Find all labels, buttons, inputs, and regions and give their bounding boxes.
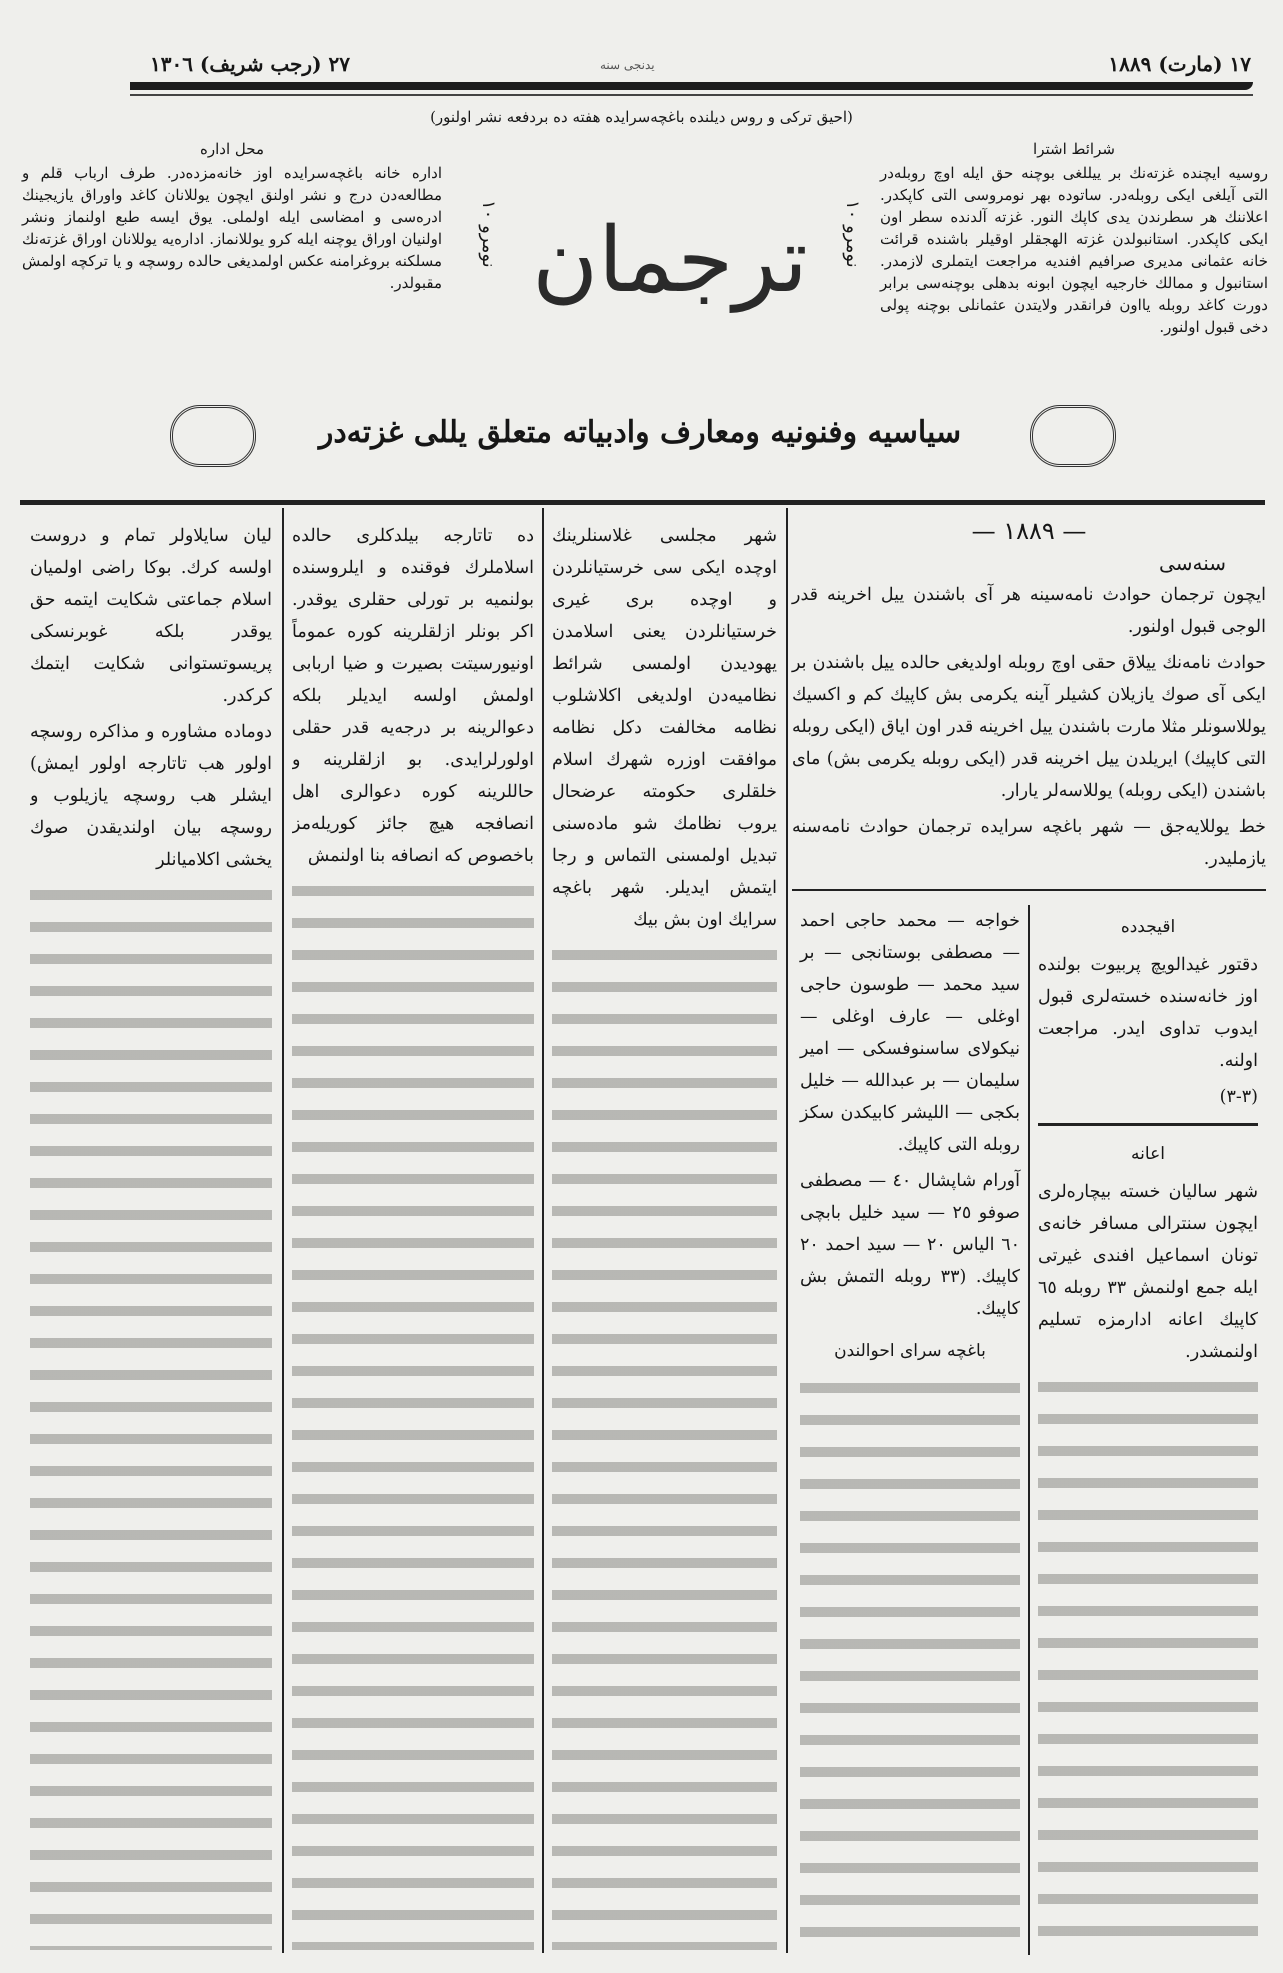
subscription-notice-1889 bbox=[792, 515, 1266, 879]
notice-paragraph: ايچون ترجمان حوادث نامه‌سينه هر آى باشندن ييل اخرينه قدر الوجى قبول اولنور. bbox=[792, 585, 1266, 637]
column-divider bbox=[786, 508, 788, 1953]
text-block bbox=[552, 940, 777, 1950]
donors-text: خواجه — محمد حاجى احمد — مصطفى بوستانجى — بر سيد محمد — طوسون حاجى اوغلى — عارف اوغلى — نيكولاى ساسنوفسكى — امير سليمان — بر عبدالله — خليل بكجى — الليشر كابيكدن سكز روبله التى كاپيك. bbox=[800, 911, 1020, 1155]
text-block bbox=[800, 1373, 1020, 1955]
right-subcolumns bbox=[792, 905, 1266, 1955]
flourish-ornament-left bbox=[170, 405, 256, 467]
subscription-text: روسيه ايچنده غزته‌نك بر ييللغى بوچنه حق ايله اوچ روبله‌در التى آيلغى ايكى روبله‌در. ساتوده بهر نومروسى التى كاپكدر. اعلاننك هر سطرندن يدى كاپك النور. غزته آلدنده سطر اون ايكى كاپكدر. استانبولدن غزته الهجقلر اوقيلر باشنده قرائت خانه عثمانى مديرى صرافيم افنديه مراجعت ايتملرى لازمدر. استانبول و ممالك خارجيه ايچون ابونه بدهلى بوچنه‌سى برابر دورت كاغد روبله يااون فرانقدر ولايتدن عثمانلى بوچنه پولى دخى قبول اولنور. bbox=[880, 164, 1268, 336]
text-block bbox=[30, 880, 272, 1950]
issue-number-right: نومرو ١٠ bbox=[842, 200, 863, 268]
article-text: شهر مجلسى غلاسنلرينك اوچده ايكى سى خرستيانلردن و اوچده برى غيرى خرستيانلردن يعنى اسلامدن يهوديدن اولمسى شرائط نظاميه‌دن اولديغى اكلاشلوب نظامه مخالفت دكل نظامه موافقت اوزره شهرك اسلام خلقلرى حكومته عرضحال يروب نظامك شو ماده‌سنى تبديل اولمسنى التماس و رجا ايتمش ايديلر. شهر باغچه سرايك اون بش بيك bbox=[552, 526, 777, 930]
doctor-ad-title: اقيجدده bbox=[1120, 917, 1176, 937]
date-gregorian: ١٧ (مارت) ١٨٨٩ bbox=[1108, 52, 1251, 76]
subscription-terms bbox=[880, 140, 1268, 338]
donors-list bbox=[792, 905, 1028, 1955]
ads-column bbox=[1028, 905, 1266, 1955]
subscription-title: شرائط اشترا bbox=[1033, 140, 1115, 158]
donation-title: اعانه bbox=[1131, 1144, 1165, 1164]
doctor-ad-ref: (٣-٣) bbox=[1219, 1087, 1258, 1107]
text-block bbox=[1038, 1372, 1258, 1955]
column-divider bbox=[282, 508, 284, 1953]
publication-tagline: (احيق تركى و روس ديلنده باغچه‌سرايده هفته ده بردفعه نشر اولنور) bbox=[430, 108, 853, 126]
administration-text: اداره خانه باغچه‌سرايده اوز خانه‌مزده‌در. طرف ارباب قلم و مطالعه‌دن درج و نشر اولنق ايچون يوللانان كاغد واوراق يازيجينك ادره‌سى و امضاسى ايله اولملى. يوق ايسه طبع اولنماز ونشر اولنيان اوراق يوچنه ايله كرو يوللانماز. اداره‌يه يوللانان اوراق غزته‌نك مسلكنه بروغرامنه عكس اولمديغى حالده روسچه و يا تركچه اولمش مقبولدر. bbox=[22, 164, 442, 292]
header-rule-thin bbox=[130, 94, 1253, 96]
right-column-area bbox=[792, 515, 1266, 1955]
donation-text: شهر ساليان خسته بيچاره‌لرى ايچون سنترالى مسافر خانه‌ى تونان اسماعيل افندى غيرتى ايله جمع اولنمش ٣٣ روبله ٦٥ كاپيك اعانه ادارمزه تسليم اولنمشدر. bbox=[1038, 1182, 1258, 1362]
text-block bbox=[292, 876, 534, 1950]
header-rule bbox=[130, 82, 1253, 90]
notice-paragraph: حوادث نامه‌نك ييلاق حقى اوچ روبله اولديغى حالده ييل باشندن بر ايكى آى صوك يازيلان كشيلر آينه يكرمى بش كاپيك كم و اكسيك يوللاسونلر مثلا مارت باشندن ييل اخرينه قدر اون اياق (ايكى روبله التى كاپيك) ايريلدن ييل اخرينه قدر (ايكى روبله يكرمى بش) ماى باشندن (ايكى روبله) يوللاسه‌لر يارار. bbox=[792, 653, 1266, 801]
column-divider bbox=[542, 508, 544, 1953]
article-column-1 bbox=[30, 520, 272, 1950]
year-label: يدنجى سنه bbox=[600, 58, 655, 72]
article-text: ده تاتارجه بيلدكلرى حالده اسلاملرك فوقنده و ايلروسنده بولنميه بر تورلى حقلرى يوقدر. اكر بونلر ازلقلرينه كوره عموماً اونيورسيتت بصيرت و ضيا اربابى اولمش اولسه ايديلر بلكه دعوالرينه بر درجه‌يه قدر حقلى اولورلرايدى. بو ازلقلرينه و حاللرينه كوره دعوالرى اهل انصافجه هيچ جائز كوريله‌مز باخصوص كه انصافه بنا اولنمش bbox=[292, 526, 534, 866]
notice-year-suffix: سنه‌سى bbox=[1159, 551, 1226, 575]
section-divider bbox=[20, 500, 1265, 505]
bahcesaray-news-title: باغچه سراى احوالندن bbox=[834, 1341, 986, 1361]
ad-divider bbox=[1038, 1123, 1258, 1126]
administration-box bbox=[22, 140, 442, 294]
article-column-2 bbox=[292, 520, 534, 1950]
administration-title: محل اداره bbox=[200, 140, 264, 158]
notice-divider bbox=[792, 889, 1266, 891]
masthead-title: ترجمان bbox=[532, 207, 808, 313]
doctor-ad-text: دقتور غيدالويچ پربيوت بولنده اوز خانه‌سنده خسته‌لرى قبول ايدوب تداوى ايدر. مراجعت اولنه. bbox=[1038, 955, 1258, 1071]
notice-paragraph: خط يوللايه‌جق — شهر باغچه سرايده ترجمان حوادث نامه‌سنه يازمليدر. bbox=[792, 817, 1266, 869]
issue-number-left: نومرو ١٠ bbox=[478, 200, 499, 268]
article-text: دوماده مشاوره و مذاكره روسچه اولور هب تاتارجه اولور ايمش) ايشلر هب روسچه يازيلوب و روسچه بيان اولنديقدن صوك يخشى اكلاميانلر bbox=[30, 722, 272, 870]
article-text: ليان سايلاولر تمام و دروست اولسه كرك. بوكا راضى اولميان اسلام جماعتى شكايت ايتمه حق يوقدر بلكه غوبرنسكى پريسوتستوانى شكايت ايتمك كركدر. bbox=[30, 526, 272, 706]
article-column-3 bbox=[552, 520, 777, 1950]
flourish-ornament-right bbox=[1030, 405, 1116, 467]
newspaper-motto: سياسيه وفنونيه ومعارف وادبياته متعلق يللى غزته‌در bbox=[318, 415, 962, 450]
notice-year: — ١٨٨٩ — bbox=[971, 517, 1087, 545]
donors-text-2: آورام شاپشال ٤٠ — مصطفى صوفو ٢٥ — سيد خليل بابچى ٦٠ الياس ٢٠ — سيد احمد ٢٠ كاپيك. (٣٣ روبله التمش بش كاپيك. bbox=[800, 1171, 1021, 1319]
date-hijri: ٢٧ (رجب شريف) ١٣٠٦ bbox=[150, 52, 350, 76]
